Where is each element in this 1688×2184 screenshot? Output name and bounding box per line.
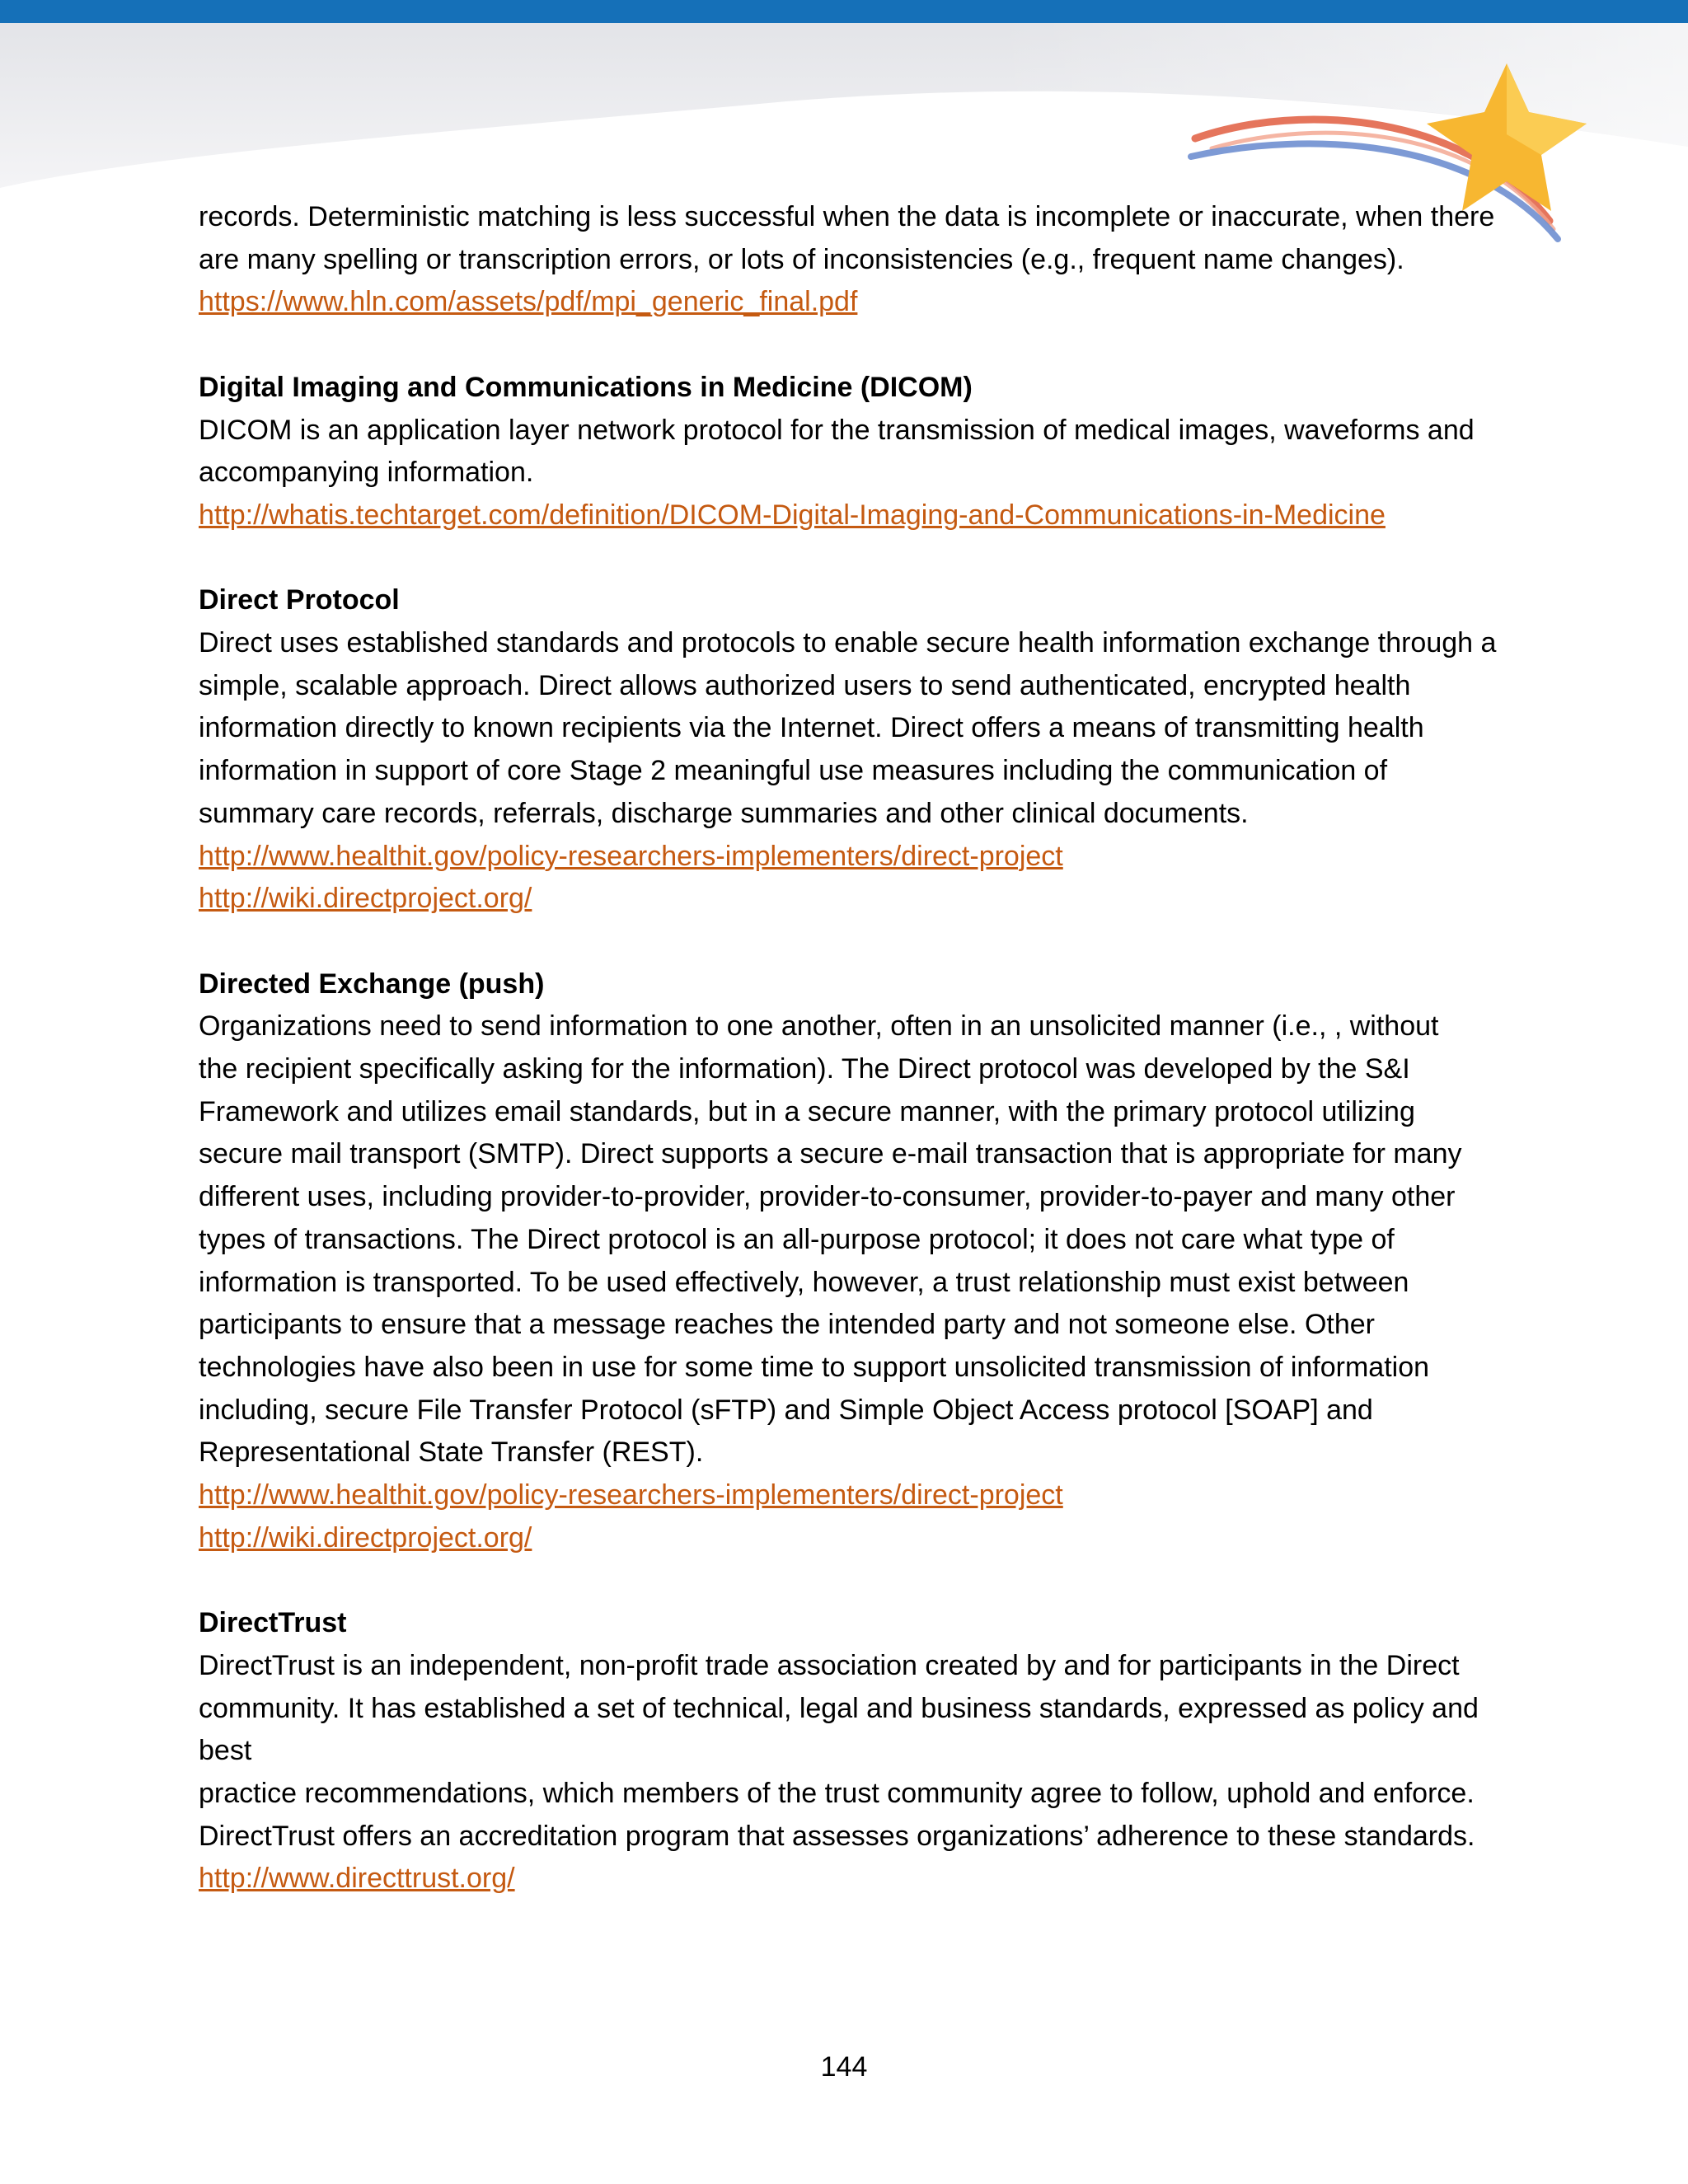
- spacer: [199, 537, 1505, 580]
- text-line: information in support of core Stage 2 meaningful use measures including the communication of: [199, 755, 1388, 787]
- page-number: 144: [820, 2051, 868, 2083]
- text-line: Direct uses established standards and protocols to enable secure health information exchange through a: [199, 627, 1497, 658]
- glossary-term: DirectTrust: [199, 1607, 347, 1639]
- text-line: Representational State Transfer (REST).: [199, 1436, 704, 1469]
- text-line: types of transactions. The Direct protocol is an all-purpose protocol; it does not care what type of: [199, 1223, 1395, 1255]
- spacer: [199, 921, 1505, 963]
- text-line: information is transported. To be used effectively, however, a trust relationship must exist between: [199, 1266, 1409, 1298]
- text-line: records. Deterministic matching is less successful when the data is incomplete or inaccurate, when there: [199, 201, 1495, 232]
- glossary-term: Digital Imaging and Communications in Medicine (DICOM): [199, 371, 973, 403]
- glossary-entry-directtrust: [199, 1602, 1505, 1900]
- text-line: Organizations need to send information to one another, often in an unsolicited manner (i.e., , without: [199, 1010, 1439, 1043]
- reference-link[interactable]: https://www.hln.com/assets/pdf/mpi_generic_final.pdf: [199, 286, 858, 318]
- spacer: [199, 324, 1505, 367]
- text-line: accompanying information.: [199, 457, 534, 489]
- text-line: Framework and utilizes email standards, but in a secure manner, with the primary protocol utilizing: [199, 1095, 1415, 1127]
- reference-link[interactable]: http://www.directtrust.org/: [199, 1863, 515, 1895]
- spacer: [199, 1559, 1505, 1602]
- text-line: practice recommendations, which members of the trust community agree to follow, uphold and enforce.: [199, 1777, 1475, 1809]
- reference-link[interactable]: http://wiki.directproject.org/: [199, 883, 532, 915]
- text-line: secure mail transport (SMTP). Direct supports a secure e-mail transaction that is appropriate for many: [199, 1138, 1462, 1170]
- text-line: participants to ensure that a message reaches the intended party and not someone else. Other: [199, 1309, 1375, 1341]
- glossary-entry-dicom: [199, 367, 1505, 537]
- text-line: DirectTrust is an independent, non-profit trade association created by and for participants in the Direct: [199, 1649, 1460, 1681]
- glossary-term: Direct Protocol: [199, 584, 400, 616]
- document-body: [199, 196, 1505, 1900]
- reference-link[interactable]: http://wiki.directproject.org/: [199, 1521, 532, 1554]
- text-line: technologies have also been in use for some time to support unsolicited transmission of information: [199, 1351, 1430, 1383]
- text-line: summary care records, referrals, discharge summaries and other clinical documents.: [199, 797, 1249, 829]
- text-line: including, secure File Transfer Protocol (sFTP) and Simple Object Access protocol [SOAP] and: [199, 1394, 1373, 1426]
- reference-link[interactable]: http://www.healthit.gov/policy-researchers-implementers/direct-project: [199, 840, 1063, 872]
- glossary-entry-direct-protocol: [199, 579, 1505, 921]
- reference-link[interactable]: http://whatis.techtarget.com/definition/DICOM-Digital-Imaging-and-Communications-in-Medicine: [199, 499, 1386, 531]
- text-line: information directly to known recipients via the Internet. Direct offers a means of transmitting health: [199, 712, 1424, 744]
- intro-section: [199, 196, 1505, 324]
- reference-link[interactable]: http://www.healthit.gov/policy-researchers-implementers/direct-project: [199, 1479, 1063, 1511]
- text-line: DirectTrust offers an accreditation program that assesses organizations’ adherence to these standards.: [199, 1820, 1475, 1852]
- text-line: community. It has established a set of technical, legal and business standards, expressed as policy and best: [199, 1692, 1479, 1767]
- header-bar: [0, 0, 1688, 23]
- text-line: different uses, including provider-to-provider, provider-to-consumer, provider-to-payer and many other: [199, 1181, 1456, 1213]
- text-line: are many spelling or transcription errors, or lots of inconsistencies (e.g., frequent name changes).: [199, 243, 1404, 275]
- text-line: the recipient specifically asking for the information). The Direct protocol was developed by the S&I: [199, 1053, 1410, 1085]
- text-line: simple, scalable approach. Direct allows authorized users to send authenticated, encrypted health: [199, 669, 1411, 701]
- glossary-term: Directed Exchange (push): [199, 968, 545, 1000]
- glossary-entry-directed-exchange: [199, 963, 1505, 1560]
- text-line: DICOM is an application layer network protocol for the transmission of medical images, waveforms and: [199, 414, 1475, 446]
